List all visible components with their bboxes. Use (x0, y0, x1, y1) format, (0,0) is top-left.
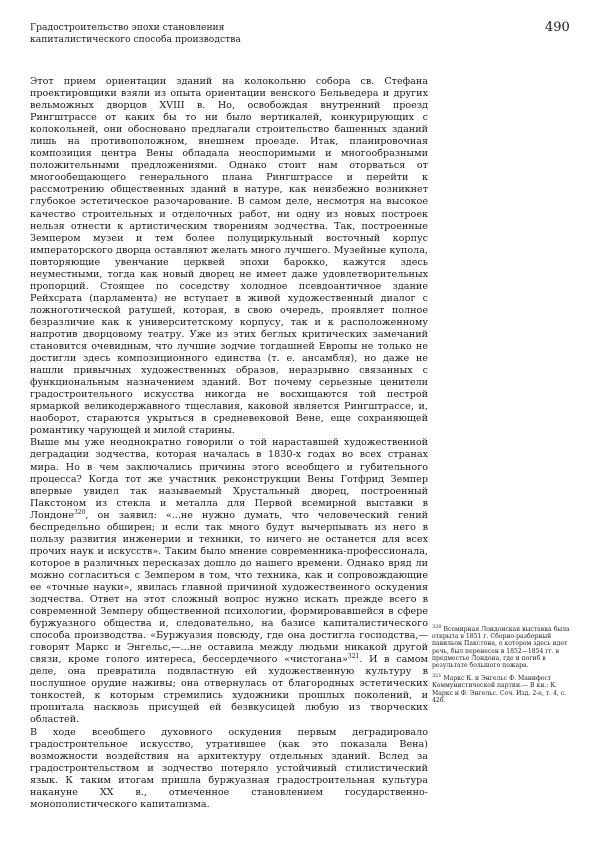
footnote-ref-320[interactable]: 320 (73, 508, 86, 516)
main-text (30, 76, 428, 811)
footnote-text: Маркс К. и Энгельс Ф. Манифест Коммунистической партии.— В кн.: К. Маркс и Ф. Энгельс. Соч. Изд. 2-е, т. 4, с. 426. (432, 675, 567, 704)
running-head (30, 22, 360, 46)
footnote-number: 321 (432, 673, 442, 680)
paragraph-1: Этот прием ориентации зданий на колокольню собора св. Стефана проектировщики взяли из опыта ориентации венского Бельведера и других вельможных дворцов XVIII в. Но, освобождая внутренний проезд Рингштрассе от каких бы то ни было вертикалей, конкурирующих с колокольней, они обосновано предлагали строительство башенных зданий лишь на противоположном, внешнем проезде. Итак, планировочная композиция центра Вены обладала неоспоримыми и многообразными положительными предложениями. Однако стоит нам оторваться от многообещающего генерального плана Рингштрассе и перейти к рассмотрению общественных зданий в натуре, как неизбежно возникнет глубокое эстетическое разочарование. В самом деле, несмотря на высокое качество строительных и отделочных работ, ни одну из новых построек нельзя отнести к артистическим творениям зодчества. Так, построенные Земпером музеи и тем более полуциркульный восточный корпус императорского дворца оставляют желать много лучшего. Музейные купола, повторяющие увенчание церквей эпохи барокко, кажутся здесь неуместными, тогда как новый дворец не имеет даже удовлетворительных пропорций. Стоящее по соседству холодное псевдоантичное здание Рейхсрата (парламента) не вступает в живой художественный диалог с ложноготической ратушей, которая, в свою очередь, проявляет полное безразличие как к университетскому корпусу, так и к расположенному напротив дворцовому театру. Уже из этих беглых критических замечаний становится очевидным, что лучшие зодчие тогдашней Европы не только не достигли здесь композиционного единства (т. е. ансамбля), но даже не нашли привычных художественных образов, неразрывно связанных с функциональным назначением зданий. Вот почему серьезные ценители градостроительного искусства никогда не восхищаются той пестрой ярмаркой великодержавного тщеславия, каковой является Рингштрассе, и, наоборот, стараются укрыться в средневековой Вене, еще сохраняющей романтику чарующей и милой старины. (30, 76, 428, 437)
paragraph-2-part-3: . И в самом деле, она превратила подвластную ей художественную культуру в послушное орудие наживы; она отвернулась от благородных эстетических тонкостей, к которым стремились художники прошлых поколений, и пропитала насквозь присущей ей безвкусицей любую из творческих областей. (30, 654, 428, 726)
paragraph-2 (30, 437, 428, 726)
page-number: 490 (545, 20, 570, 35)
footnote-ref-321[interactable]: 321 (347, 653, 360, 661)
paragraph-2-part-2: , он заявил: «...не нужно думать, что человеческий гений беспредельно обширен; и если так много будут вычерпывать из него в пользу развития инженерии и техники, то ничего не останется для всех прочих наук и искусств». Таким было мнение современника-профессионала, которое в различных пересказах дошло до нашего времени. Однако вряд ли можно согласиться с Земпером в том, что техника, как и сопровождающие ее «точные науки», явилась главной причиной художественного оскудения зодчества. Ответ на этот сложный вопрос нужно искать прежде всего в современной Земперу общественной психологии, формировавшейся в сфере буржуазного общества и, следовательно, на базисе капиталистического способа производства. «Буржуазия повсюду, где она достигла господства,—говорят Маркс и Энгельс,—...не оставила между людьми никакой другой связи, кроме голого интереса, бессердечного «чистогана» (30, 509, 428, 666)
footnotes (432, 623, 578, 710)
paragraph-2-part-1: Выше мы уже неоднократно говорили о той нараставшей художественной деградации зодчества, которая началась в 1830-х годах во всех странах мира. Но в чем заключались причины этого всеобщего и губительного процесса? Когда тот же участник реконструкции Вены Готфрид Земпер впервые увидел так называемый Хрустальный дворец, построенный Пакстоном из стекла и металла для Первой всемирной выставки в Лондоне (30, 437, 428, 521)
footnote-number: 320 (432, 623, 442, 630)
running-head-line-1: Градостроительство эпохи становления (30, 22, 225, 33)
running-head-line-2: капиталистического способа производства (30, 34, 241, 45)
paragraph-3: В ходе всеобщего духовного оскудения первым деградировало градостроительное искусство, утратившее (как это показала Вена) возможности воздействия на архитектуру отдельных зданий. Вслед за градостроительством и зодчество потеряло устойчивый стилистический язык. К таким итогам пришла буржуазная градостроительная культура накануне XX в., отмеченное становлением государственно-монополистического капитализма. (30, 726, 428, 810)
footnote-321 (432, 675, 578, 704)
footnote-320 (432, 623, 578, 670)
footnote-text: Всемирная Лондонская выставка была открыта в 1851 г. Сборно-разборный павильон Пакстона, о котором здесь идет речь, был перенесен в 1852—1854 гг. в предместье Лондона, где и погиб в результате большого пожара. (432, 626, 570, 670)
